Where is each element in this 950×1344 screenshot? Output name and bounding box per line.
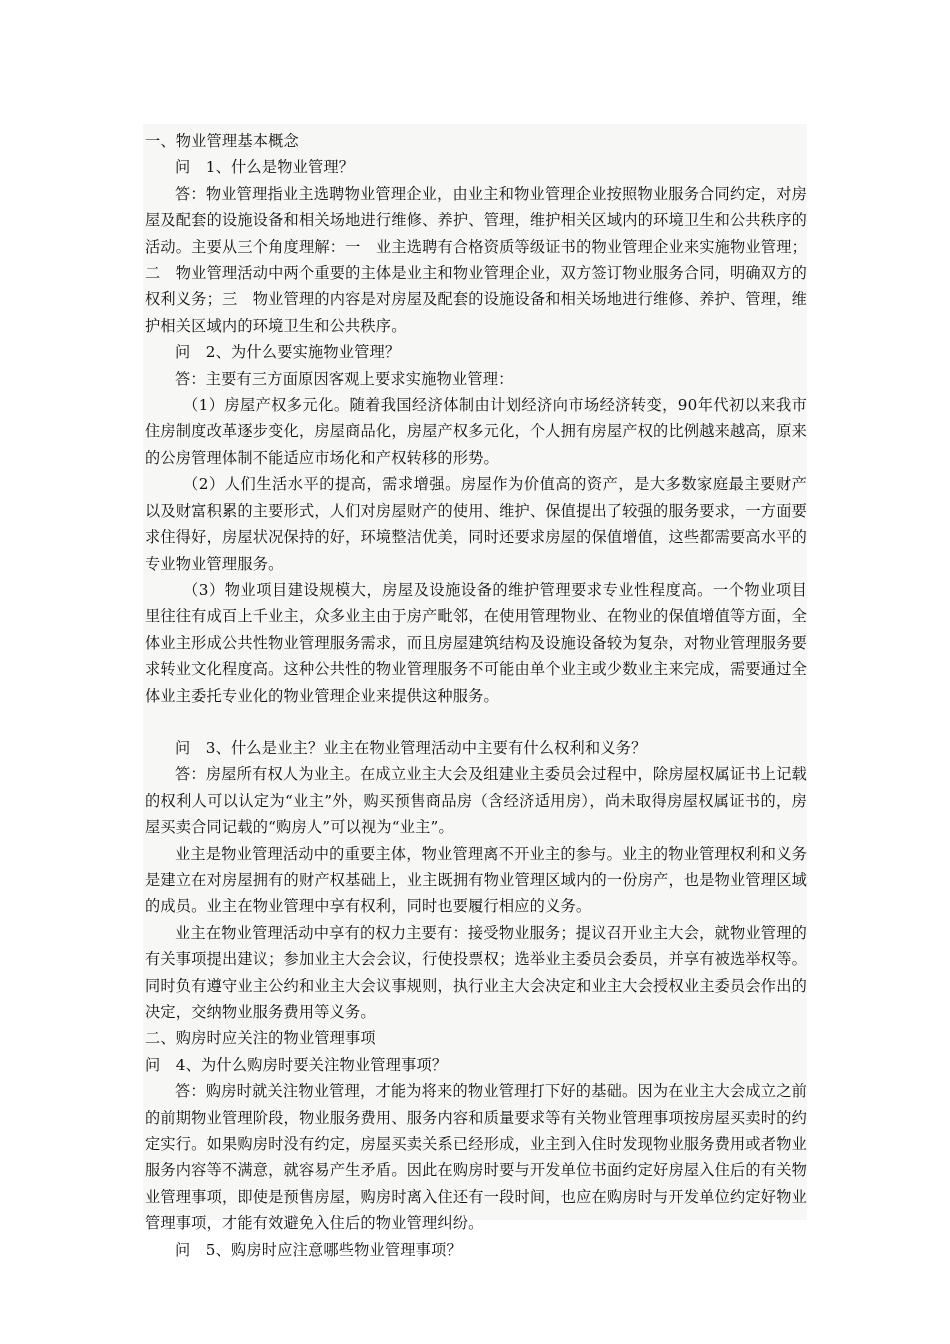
blank-line (145, 709, 807, 735)
paragraph: （1）房屋产权多元化。随着我国经济体制由计划经济向市场经济转变，90年代初以来我市住房制度改革逐步变化，房屋商品化，房屋产权多元化，个人拥有房屋产权的比例越来越高，原来的公房管理体制不能适应市场化和产权转移的形势。 (145, 396, 807, 467)
paragraph: 问 5、购房时应注意哪些物业管理事项？ (175, 1240, 462, 1259)
paragraph: 二、购房时应关注的物业管理事项 (145, 1029, 376, 1048)
paragraph: 一、物业管理基本概念 (145, 132, 299, 150)
paragraph: （2）人们生活水平的提高，需求增强。房屋作为价值高的资产，是大多数家庭最主要财产以及财富积累的主要形式，人们对房屋财产的使用、维护、保值提出了较强的服务要求，一方面要求住得好，房屋状况保持的好，环境整洁优美，同时还要求房屋的保值增值，这些都需要高水平的专业物业管理服务。 (145, 475, 807, 573)
paragraph: 答：房屋所有权人为业主。在成立业主大会及组建业主委员会过程中，除房屋权属证书上记载的权利人可以认定为“业主”外，购买预售商品房（含经济适用房），尚未取得房屋权属证书的，房屋买卖合同记载的“购房人”可以视为“业主”。 (145, 765, 807, 837)
document-body (143, 124, 807, 1259)
paragraph: （3）物业项目建设规模大，房屋及设施设备的维护管理要求专业性程度高。一个物业项目里往往有成百上千业主，众多业主由于房产毗邻，在使用管理物业、在物业的保值增值等方面，全体业主形成公共性物业管理服务需求，而且房屋建筑结构及设施设备较为复杂，对物业管理服务要求转业文化程度高。这种公共性的物业管理服务不可能由单个业主或少数业主来完成，需要通过全体业主委托专业化的物业管理企业来提供这种服务。 (145, 580, 807, 705)
paragraph: 问 2、为什么要实施物业管理？ (175, 343, 401, 362)
paragraph: 答：物业管理指业主选聘物业管理企业，由业主和物业管理企业按照物业服务合同约定，对房屋及配套的设施设备和相关场地进行维修、养护、管理，维护相关区域内的环境卫生和公共秩序的活动。主要从三个角度理解：一 业主选聘有合格资质等级证书的物业管理企业来实施物业管理；二 物业管理活动中两个重要的主体是业主和物业管理企业，双方签订物业服务合同，明确双方的权利义务；三 物业管理的内容是对房屋及配套的设施设备和相关场地进行维修、养护、管理，维护相关区域内的环境卫生和公共秩序。 (145, 184, 807, 335)
paragraph: 业主在物业管理活动中享有的权力主要有：接受物业服务；提议召开业主大会，就物业管理的有关事项提出建议；参加业主大会会议，行使投票权；选举业主委员会委员，并享有被选举权等。同时负有遵守业主公约和业主大会议事规则，执行业主大会决定和业主大会授权业主委员会作出的决定，交纳物业服务费用等义务。 (145, 923, 807, 1021)
paragraph: 问 1、什么是物业管理？ (175, 158, 355, 177)
paragraph: 问 4、为什么购房时要关注物业管理事项？ (145, 1055, 448, 1074)
paragraph: 业主是物业管理活动中的重要主体，物业管理离不开业主的参与。业主的物业管理权利和义务是建立在对房屋拥有的财产权基础上，业主既拥有物业管理区域内的一份房产，也是物业管理区域的成员。业主在物业管理中享有权利，同时也要履行相应的义务。 (145, 844, 807, 916)
paragraph: 答：主要有三方面原因客观上要求实施物业管理： (175, 369, 514, 388)
paragraph: 问 3、什么是业主？业主在物业管理活动中主要有什么权利和义务？ (175, 738, 647, 757)
paragraph: 答：购房时就关注物业管理，才能为将来的物业管理打下好的基础。因为在业主大会成立之前的前期物业管理阶段，物业服务费用、服务内容和质量要求等有关物业管理事项按房屋买卖时的约定实行。如果购房时没有约定，房屋买卖关系已经形成，业主到入住时发现物业服务费用或者物业服务内容等不满意，就容易产生矛盾。因此在购房时要与开发单位书面约定好房屋入住后的有关物业管理事项，即使是预售房屋，购房时离入住还有一段时间，也应在购房时与开发单位约定好物业管理事项，才能有效避免入住后的物业管理纠纷。 (145, 1082, 807, 1233)
